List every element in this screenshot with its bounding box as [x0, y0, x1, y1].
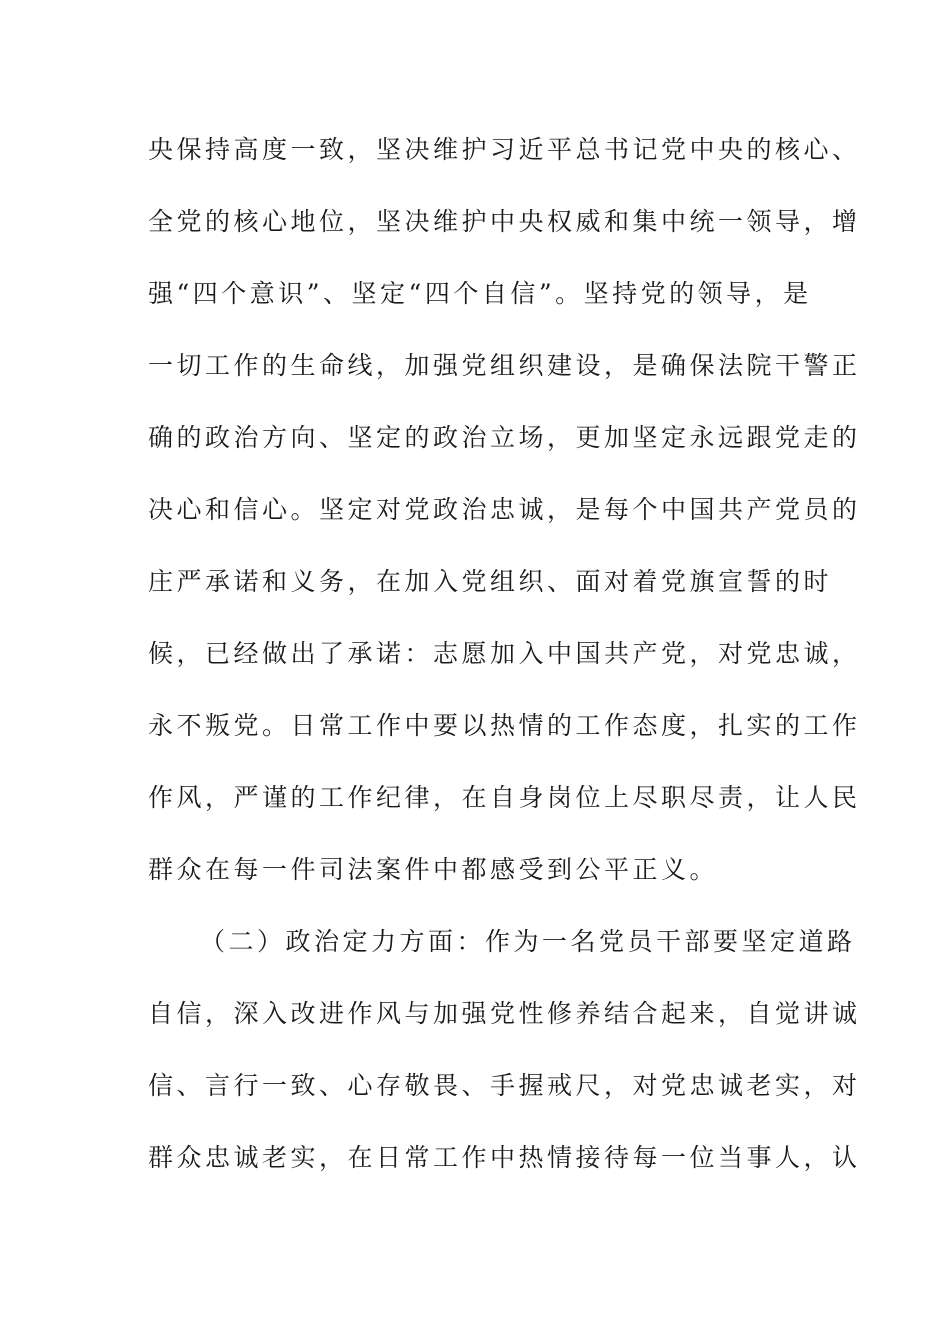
- paragraph-line: 决心和信心。坚定对党政治忠诚，是每个中国共产党员的: [148, 495, 861, 524]
- paragraph-line: 信、言行一致、心存敬畏、手握戒尺，对党忠诚老实，对: [148, 1071, 861, 1100]
- paragraph-line: 自信，深入改进作风与加强党性修养结合起来，自觉讲诚: [148, 999, 861, 1028]
- paragraph-line: 永不叛党。日常工作中要以热情的工作态度，扎实的工作: [148, 711, 861, 740]
- paragraph-line: 作风，严谨的工作纪律，在自身岗位上尽职尽责，让人民: [148, 783, 861, 812]
- paragraph-line: 全党的核心地位，坚决维护中央权威和集中统一领导，增: [148, 207, 861, 236]
- paragraph-line: 央保持高度一致，坚决维护习近平总书记党中央的核心、: [148, 135, 861, 164]
- paragraph-line: 确的政治方向、坚定的政治立场，更加坚定永远跟党走的: [148, 423, 861, 452]
- paragraph-line: 强“四个意识”、坚定“四个自信”。坚持党的领导，是: [148, 279, 812, 308]
- paragraph-line: 群众忠诚老实，在日常工作中热情接待每一位当事人，认: [148, 1143, 861, 1172]
- paragraph-line: 候，已经做出了承诺：志愿加入中国共产党，对党忠诚，: [148, 639, 861, 668]
- paragraph-line: 群众在每一件司法案件中都感受到公平正义。: [148, 855, 719, 884]
- paragraph-line: 庄严承诺和义务，在加入党组织、面对着党旗宣誓的时: [148, 567, 833, 596]
- paragraph-line: 一切工作的生命线，加强党组织建设，是确保法院干警正: [148, 351, 861, 380]
- section-heading-line: （二）政治定力方面：作为一名党员干部要坚定道路: [200, 927, 856, 956]
